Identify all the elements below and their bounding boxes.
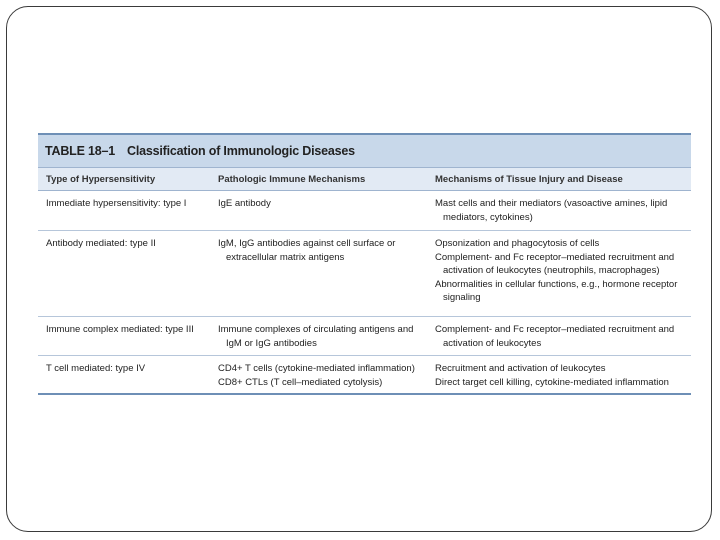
row-injury: Complement- and Fc receptor–mediated recruitment and activation of leukocytes (neutrophils, macrophages) (435, 251, 675, 276)
row-injury: Mast cells and their mediators (vasoactive amines, lipid mediators, cytokines) (435, 198, 668, 223)
table-row (38, 356, 691, 395)
table-row (38, 317, 691, 356)
row-immune: Immune complexes of circulating antigens and IgM or IgG antibodies (218, 324, 414, 349)
row-type: Immediate hypersensitivity: type I (46, 198, 187, 209)
row-immune: IgM, IgG antibodies against cell surface or extracellular matrix antigens (218, 238, 396, 263)
row-type: T cell mediated: type IV (46, 363, 146, 374)
row-immune: CD4+ T cells (cytokine-mediated inflammation) (218, 363, 415, 374)
table-row (38, 191, 691, 231)
row-immune: IgE antibody (218, 198, 271, 209)
row-type: Immune complex mediated: type III (46, 324, 194, 335)
row-injury: Complement- and Fc receptor–mediated recruitment and activation of leukocytes (435, 324, 675, 349)
table-title: Classification of Immunologic Diseases (127, 144, 355, 158)
row-injury: Abnormalities in cellular functions, e.g., hormone receptor signaling (435, 278, 678, 303)
row-immune: CD8+ CTLs (T cell–mediated cytolysis) (218, 376, 383, 388)
header-immune-mechanisms: Pathologic Immune Mechanisms (218, 173, 366, 185)
row-injury: Recruitment and activation of leukocytes (435, 363, 606, 374)
table-header-row (38, 167, 691, 191)
table-number: TABLE 18–1 (45, 144, 116, 158)
table-title-bar (38, 133, 691, 167)
header-type: Type of Hypersensitivity (46, 173, 156, 185)
classification-table (38, 133, 691, 395)
table-row (38, 231, 691, 317)
header-tissue-injury: Mechanisms of Tissue Injury and Disease (435, 173, 623, 185)
row-injury: Opsonization and phagocytosis of cells (435, 238, 600, 249)
row-type: Antibody mediated: type II (46, 238, 156, 249)
row-injury: Direct target cell killing, cytokine-mediated inflammation (435, 376, 669, 388)
